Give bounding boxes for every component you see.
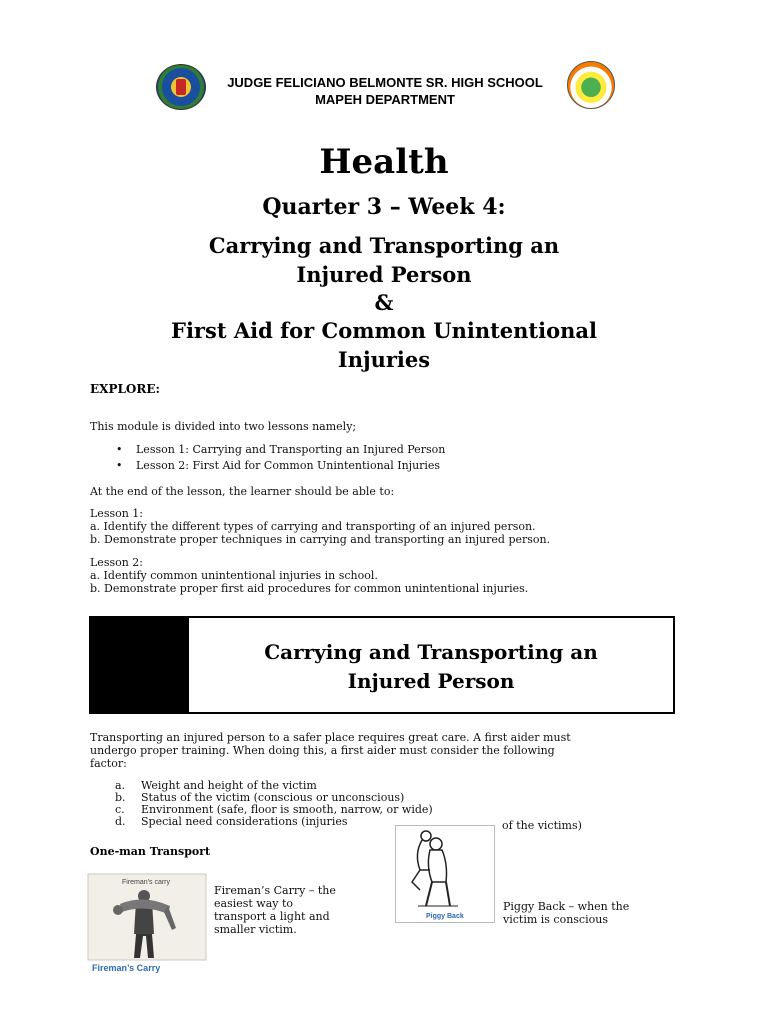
piggy-description [503, 900, 629, 926]
explore-heading: EXPLORE: [90, 382, 160, 396]
page-title: Health [319, 142, 449, 182]
explore-intro: This module is divided into two lessons namely; [90, 420, 357, 433]
section-title-line-2: Injured Person [347, 669, 515, 693]
main-title-line-2: Injured Person [296, 262, 472, 287]
factor-text: Special need considerations (injuries [141, 815, 348, 828]
piggy-back-image [395, 825, 495, 923]
department-seal-logo [567, 61, 615, 109]
lesson1-objective-b: b. Demonstrate proper techniques in carrying and transporting an injured person. [90, 533, 551, 546]
main-title-line-3: First Aid for Common Unintentional [171, 318, 597, 343]
section-title [189, 638, 673, 696]
list-marker: a. [115, 779, 126, 792]
banner-black-block [91, 618, 187, 712]
firemans-line-2: easiest way to [214, 897, 294, 910]
department-name: MAPEH DEPARTMENT [315, 92, 455, 107]
firemans-line-3: transport a light and [214, 910, 330, 923]
lesson1-objective-a: a. Identify the different types of carrying and transporting of an injured person. [90, 520, 536, 533]
list-item [115, 816, 433, 828]
main-title-line-4: Injuries [337, 347, 431, 372]
transport-paragraph-line-3: factor: [90, 757, 127, 770]
quarter-week-heading: Quarter 3 – Week 4: [262, 194, 506, 220]
piggy-image-caption: Piggy Back [426, 913, 464, 920]
firemans-line-4: smaller victim. [214, 923, 297, 936]
list-marker: b. [115, 791, 126, 804]
lesson2-label: Lesson 2: [90, 556, 144, 569]
lesson2-objective-b: b. Demonstrate proper first aid procedures for common unintentional injuries. [90, 582, 529, 595]
firemans-image-caption: Fireman’s Carry [92, 963, 161, 973]
school-seal-logo [156, 64, 206, 110]
factor-list [115, 780, 433, 828]
factor-text: Status of the victim (conscious or unconscious) [141, 791, 405, 804]
piggy-line-1: Piggy Back – when the [503, 900, 630, 913]
list-marker: c. [115, 803, 125, 816]
section-title-line-1: Carrying and Transporting an [264, 640, 598, 664]
firemans-line-1: Fireman’s Carry – the [214, 884, 336, 897]
factor-text: Weight and height of the victim [141, 779, 317, 792]
objectives-intro: At the end of the lesson, the learner should be able to: [90, 485, 395, 498]
section-banner [89, 616, 675, 714]
list-item: • Lesson 1: Carrying and Transporting an Injured Person [110, 443, 445, 459]
main-title-line-1: Carrying and Transporting an [208, 233, 560, 258]
transport-paragraph-line-1: Transporting an injured person to a safer place requires great care. A first aider must [90, 731, 571, 744]
lesson2-objective-a: a. Identify common unintentional injuries in school. [90, 569, 378, 582]
list-item: • Lesson 2: First Aid for Common Unintentional Injuries [110, 459, 445, 475]
school-name: JUDGE FELICIANO BELMONTE SR. HIGH SCHOOL [227, 75, 543, 90]
firemans-carry-image [86, 872, 208, 974]
factor-d-tail: of the victims) [502, 819, 582, 832]
transport-paragraph-line-2: undergo proper training. When doing this, a first aider must consider the following [90, 744, 555, 757]
firemans-image-title: Fireman's carry [121, 879, 171, 886]
factor-text: Environment (safe, floor is smooth, narrow, or wide) [141, 803, 433, 816]
list-marker: d. [115, 815, 126, 828]
one-man-transport-heading: One-man Transport [90, 845, 211, 858]
firemans-description [214, 884, 336, 936]
main-title-ampersand: & [374, 290, 394, 315]
piggy-line-2: victim is conscious [503, 913, 608, 926]
lesson1-label: Lesson 1: [90, 507, 144, 520]
lesson-list [110, 443, 445, 475]
piggy-back-illustration [396, 826, 494, 922]
firemans-carry-illustration [86, 872, 208, 974]
